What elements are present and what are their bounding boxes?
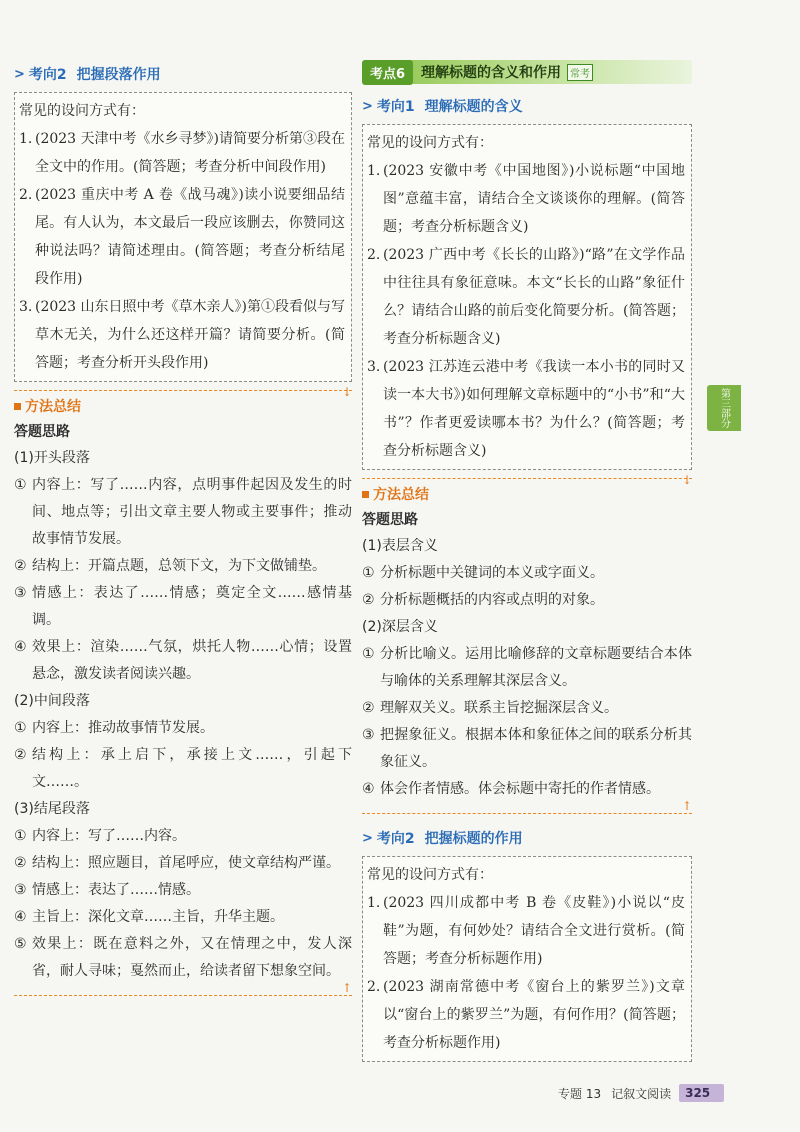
section-number: 考向2: [28, 67, 67, 83]
method-item: ④ 体会作者情感。体会标题中寄托的作者情感。: [362, 781, 660, 797]
question-item: 1. (2023 天津中考《水乡寻梦》)请简要分析第③段在全文中的作用。(简答题；考查分析中间段作用): [19, 131, 346, 175]
topic-title: 理解标题的含义和作用: [421, 65, 562, 81]
method-group-title: (1)开头段落: [14, 450, 90, 466]
method-item: ② 结构上：照应题目，首尾呼应，使文章结构严谨。: [14, 855, 340, 871]
question-lead: 常见的设问方式有：: [19, 103, 145, 119]
section-heading: [362, 92, 692, 120]
method-item: ② 分析标题概括的内容或点明的对象。: [362, 592, 604, 608]
footer-topic: 专题 13: [558, 1086, 602, 1101]
left-column: [14, 60, 352, 996]
question-item: 2. (2023 湖南常德中考《窗台上的紫罗兰》)文章以“窗台上的紫罗兰”为题，有何作用？(简答题；考查分析标题作用): [367, 979, 685, 1051]
method-item: ③ 把握象征义。根据本体和象征体之间的联系分析其象征义。: [362, 727, 692, 770]
method-item: ③ 情感上：表达了……情感。: [14, 882, 200, 898]
part-tab: 第三部分: [707, 385, 741, 431]
arrow-down-icon: ↓: [341, 385, 352, 399]
question-item: 3. (2023 江苏连云港中考《我读一本小书的同时又读一本大书》)如何理解文章标题中的“小书”和“大书”？作者更爱读哪本书？为什么？(简答题；考查分析标题含义): [367, 359, 685, 459]
square-bullet-icon: [14, 403, 21, 410]
question-lead: 常见的设问方式有：: [367, 867, 493, 883]
right-column: [362, 60, 692, 1070]
question-item: 3. (2023 山东日照中考《草木亲人》)第①段看似与写草木无关，为什么还这样开篇？请简要分析。(简答题；考查分析开头段作用): [19, 299, 346, 371]
section-number: 考向2: [376, 831, 415, 847]
topic-banner: [362, 60, 692, 84]
method-item: ④ 主旨上：深化文章……主旨，升华主题。: [14, 909, 284, 925]
footer-title: 记叙文阅读: [611, 1086, 672, 1101]
frequency-badge: 常考: [567, 64, 593, 81]
method-group-title: (2)中间段落: [14, 693, 90, 709]
method-item: ④ 效果上：渲染……气氛，烘托人物……心情；设置悬念，激发读者阅读兴趣。: [14, 639, 352, 682]
question-box: [362, 124, 692, 470]
method-heading: 方法总结: [362, 481, 692, 507]
section-title: 把握段落作用: [76, 67, 161, 83]
arrow-down-icon: ↓: [681, 473, 692, 487]
method-item: ① 内容上：写了……内容。: [14, 828, 186, 844]
chevron-right-icon: >: [14, 66, 25, 82]
question-lead: 常见的设问方式有：: [367, 135, 493, 151]
method-item: ① 分析标题中关键词的本义或字面义。: [362, 565, 604, 581]
question-item: 2. (2023 重庆中考 A 卷《战马魂》)读小说要细品结尾。有人认为，本文最后一段应该删去，你赞同这种说法吗？请简述理由。(简答题；考查分析结尾段作用): [19, 187, 345, 287]
method-item: ① 内容上：写了……内容，点明事件起因及发生的时间、地点等；引出文章主要人物或主要事件；推动故事情节发展。: [14, 477, 352, 547]
page-footer: [558, 1082, 724, 1104]
question-box: [14, 92, 352, 382]
method-item: ② 结构上：承上启下，承接上文……，引起下文……。: [14, 747, 352, 790]
arrow-up-icon: ↑: [681, 799, 692, 813]
question-item: 2. (2023 广西中考《长长的山路》)“路”在文学作品中往往具有象征意味。本文“长长的山路”象征什么？请结合山路的前后变化简要分析。(简答题；考查分析标题含义): [367, 247, 685, 347]
method-item: ② 理解双关义。联系主旨挖掘深层含义。: [362, 700, 618, 716]
method-group-title: (3)结尾段落: [14, 801, 90, 817]
question-item: 1. (2023 安徽中考《中国地图》)小说标题“中国地图”意蕴丰富，请结合全文谈谈你的理解。(简答题；考查分析标题含义): [367, 163, 685, 235]
method-item: ③ 情感上：表达了……情感；奠定全文……感情基调。: [14, 585, 352, 628]
method-item: ⑤ 效果上：既在意料之外，又在情理之中，发人深省，耐人寻味；戛然而止，给读者留下想象空间。: [14, 936, 352, 979]
square-bullet-icon: [362, 491, 369, 498]
method-divider: [14, 981, 352, 996]
method-group-title: (1)表层含义: [362, 538, 438, 554]
question-box: [362, 856, 692, 1062]
method-group-title: (2)深层含义: [362, 619, 438, 635]
method-item: ① 内容上：推动故事情节发展。: [14, 720, 214, 736]
method-item: ① 分析比喻义。运用比喻修辞的文章标题要结合本体与喻体的关系理解其深层含义。: [362, 646, 692, 689]
page-number: 325: [679, 1084, 724, 1102]
chevron-right-icon: >: [362, 98, 373, 114]
method-summary: [362, 473, 692, 814]
section-heading: [14, 60, 352, 88]
arrow-up-icon: ↑: [341, 981, 352, 995]
section-title: 把握标题的作用: [424, 831, 523, 847]
section-heading: [362, 824, 692, 852]
method-divider: [362, 799, 692, 814]
section-number: 考向1: [376, 99, 415, 115]
topic-tag: 考点6: [362, 60, 413, 85]
method-heading: 方法总结: [14, 393, 352, 419]
question-item: 1. (2023 四川成都中考 B 卷《皮鞋》)小说以“皮鞋”为题，有何妙处？请结合全文进行赏析。(简答题；考查分析标题作用): [367, 895, 685, 967]
method-item: ② 结构上：开篇点题，总领下文，为下文做铺垫。: [14, 558, 326, 574]
method-summary: [14, 385, 352, 996]
section-title: 理解标题的含义: [424, 99, 523, 115]
method-subheading: 答题思路: [14, 424, 70, 440]
method-subheading: 答题思路: [362, 512, 418, 528]
chevron-right-icon: >: [362, 830, 373, 846]
